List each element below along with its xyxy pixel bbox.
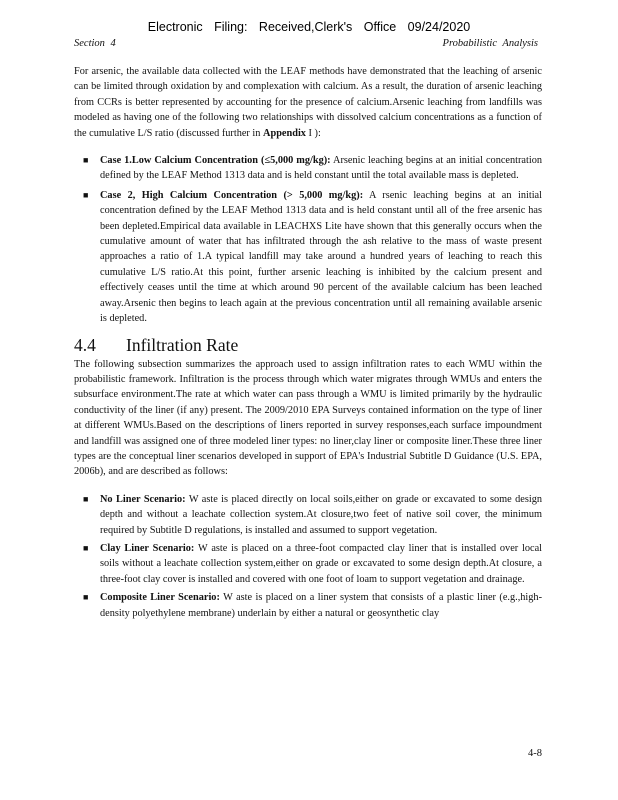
scenario-title: Composite Liner Scenario: — [100, 592, 220, 604]
page-number: 4-8 — [528, 748, 542, 759]
scenario-text: W aste is placed on a three-foot compacted clay liner that is installed over local soils without a leachate collection system,either on grade or excavated to some design depth.At closure, a three-foot clay cover is installed and covered with one foot of loam to support vegetation and drainage. — [100, 542, 543, 585]
intro-text: For arsenic, the available data collected with the LEAF methods have demonstrated that the leaching of arsenic can be limited through oxidation by and complexation with calcium. As a result, the duration of arsenic leaching from CCRs is better represented by accounting for the presence of calcium.Arsenic leaching from landfills was modeled as having one of the following two relationships with dissolved calcium concentrations as a function of the cumulative L/S ratio (discussed further in — [74, 66, 542, 139]
bullet-icon: ■ — [83, 592, 89, 603]
bullet-icon: ■ — [83, 542, 89, 553]
list-item — [74, 188, 542, 327]
section-title: Infiltration Rate — [126, 334, 239, 355]
section-number: 4.4 — [74, 334, 96, 355]
case-title: Case 1.Low Calcium Concentration — [100, 155, 259, 167]
list-item — [74, 590, 542, 621]
case-range: (> 5,000 mg/kg): — [283, 189, 364, 201]
chapter-label: Probabilistic Analysis — [442, 38, 538, 49]
section-body: The following subsection summarizes the approach used to assign infiltration rates to each WMU within the probabilistic framework. Infiltration is the process through which water migrates through WMUs and enters the subsurface environment.The rate at which water can pass through a WMU is limited primarily by the hydraulic conductivity of the liner (if any) present. The 2009/2010 EPA Surveys contained information on the type of liner at different WMUs.Based on the descriptions of liners reported in survey responses,each surface impoundment and landfill was assigned one of three modeled liner types: no liner,clay liner or composite liner.These three liner types are the conceptual liner scenarios developed in support of EPA's Industrial Subtitle D Guidance (U.S. EPA, 2006b), and are described as follows: — [74, 358, 542, 478]
scenario-text: W aste is placed directly on local soils,either on grade or excavated to some design depth and without a leachate collection system.At closure,two feet of native soil cover, the minimum required by Subtitle D regulations, is installed and assumed to support vegetation. — [100, 493, 543, 536]
scenario-text: W aste is placed on a liner system that consists of a plastic liner (e.g.,high-density polyethylene membrane) underlain by either a natural or geosynthetic clay — [100, 592, 543, 619]
list-item — [74, 153, 542, 184]
appendix-reference: Appendix — [263, 127, 306, 139]
case-title: Case 2, High Calcium Concentration — [100, 189, 278, 201]
section-heading — [74, 333, 542, 357]
case-text: A rsenic leaching begins at an initial concentration defined by the LEAF Method 1313 data and is held constant until all of the free arsenic has been depleted.Empirical data available in LEACHXS Lite have shown that this generally occurs when the cumulative amount of water that has infiltrated through the ash relative to the mass of waste present approaches a ratio of 1.A typical landfill may take around a hundred years of leaching to reach this cumulative L/S ratio.At this point, further arsenic leaching is inhibited by the calcium present and effectively ceases until the time at which around 90 percent of the available calcium has been leached away.Arsenic then begins to leach again at the previous concentration until all remaining available arsenic is depleted. — [100, 189, 542, 325]
list-item — [74, 541, 542, 587]
page-content — [74, 64, 542, 621]
scenario-title: No Liner Scenario: — [100, 493, 186, 505]
bullet-icon: ■ — [83, 493, 89, 504]
calcium-case-list — [74, 153, 542, 326]
filing-stamp: Electronic Filing: Received,Clerk's Office 09/24/2020 — [147, 20, 471, 34]
case-range: (≤5,000 mg/kg): — [261, 155, 331, 167]
liner-scenario-list — [74, 492, 542, 621]
bullet-icon: ■ — [83, 189, 89, 200]
bullet-icon: ■ — [83, 155, 89, 166]
list-item — [74, 492, 542, 538]
case-text: Arsenic leaching begins at an initial concentration defined by the LEAF Method 1313 data and is held constant until the total available mass is depleted. — [100, 155, 543, 182]
intro-paragraph — [74, 64, 542, 141]
scenario-title: Clay Liner Scenario: — [100, 542, 195, 554]
intro-tail: I ): — [308, 127, 321, 139]
section-label: Section 4 — [74, 38, 116, 49]
